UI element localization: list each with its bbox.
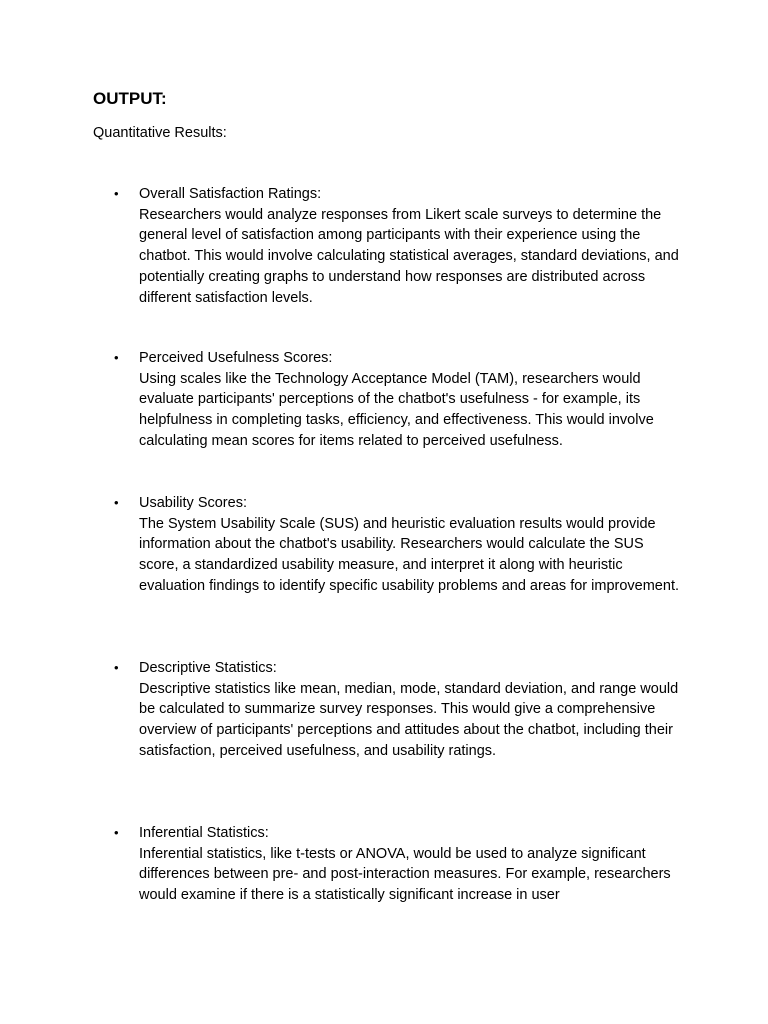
list-item-text: Inferential statistics, like t-tests or ANOVA, would be used to analyze significant differences between pre- and post-interaction measures. For example, researchers would examine if there is a statistically significant increase in user — [139, 845, 671, 904]
list-item-body — [139, 493, 680, 597]
list-item-title: Descriptive Statistics: — [139, 660, 277, 676]
list-item-text: The System Usability Scale (SUS) and heuristic evaluation results would provide information about the chatbot's usability. Researchers would calculate the SUS score, a standardized usability measure, and interpret it along with heuristic evaluation findings to identify specific usability problems and areas for improvement. — [139, 515, 679, 594]
list-item-title: Usability Scores: — [139, 495, 247, 511]
list-item-title: Perceived Usefulness Scores: — [139, 350, 333, 366]
list-item-text: Descriptive statistics like mean, median, mode, standard deviation, and range would be calculated to summarize survey responses. This would give a comprehensive overview of participants' perceptions and attitudes about the chatbot, including their satisfaction, perceived usefulness, and usability ratings. — [139, 680, 679, 759]
bullet-icon: • — [114, 660, 119, 675]
list-item-body — [139, 823, 680, 906]
list-item-text: Researchers would analyze responses from Likert scale surveys to determine the general level of satisfaction among participants with their experience using the chatbot. This would involve calculating statistical averages, standard deviations, and potentially creating graphs to understand how responses are distributed across different satisfaction levels. — [139, 206, 679, 306]
bullet-icon: • — [114, 495, 119, 510]
list-item-body — [139, 658, 680, 762]
section-subtitle: Quantitative Results: — [93, 125, 227, 141]
list-item-title: Inferential Statistics: — [139, 825, 269, 841]
list-item-title: Overall Satisfaction Ratings: — [139, 186, 322, 202]
bullet-icon: • — [114, 350, 119, 365]
bullet-icon: • — [114, 186, 119, 201]
list-item-text: Using scales like the Technology Acceptance Model (TAM), researchers would evaluate participants' perceptions of the chatbot's usefulness - for example, its helpfulness in completing tasks, efficiency, and effectiveness. This would involve calculating mean scores for items related to perceived usefulness. — [139, 370, 654, 449]
list-item-body — [139, 184, 680, 308]
list-item-body — [139, 348, 680, 452]
page-title: OUTPUT: — [93, 89, 167, 108]
bullet-icon: • — [114, 825, 119, 840]
